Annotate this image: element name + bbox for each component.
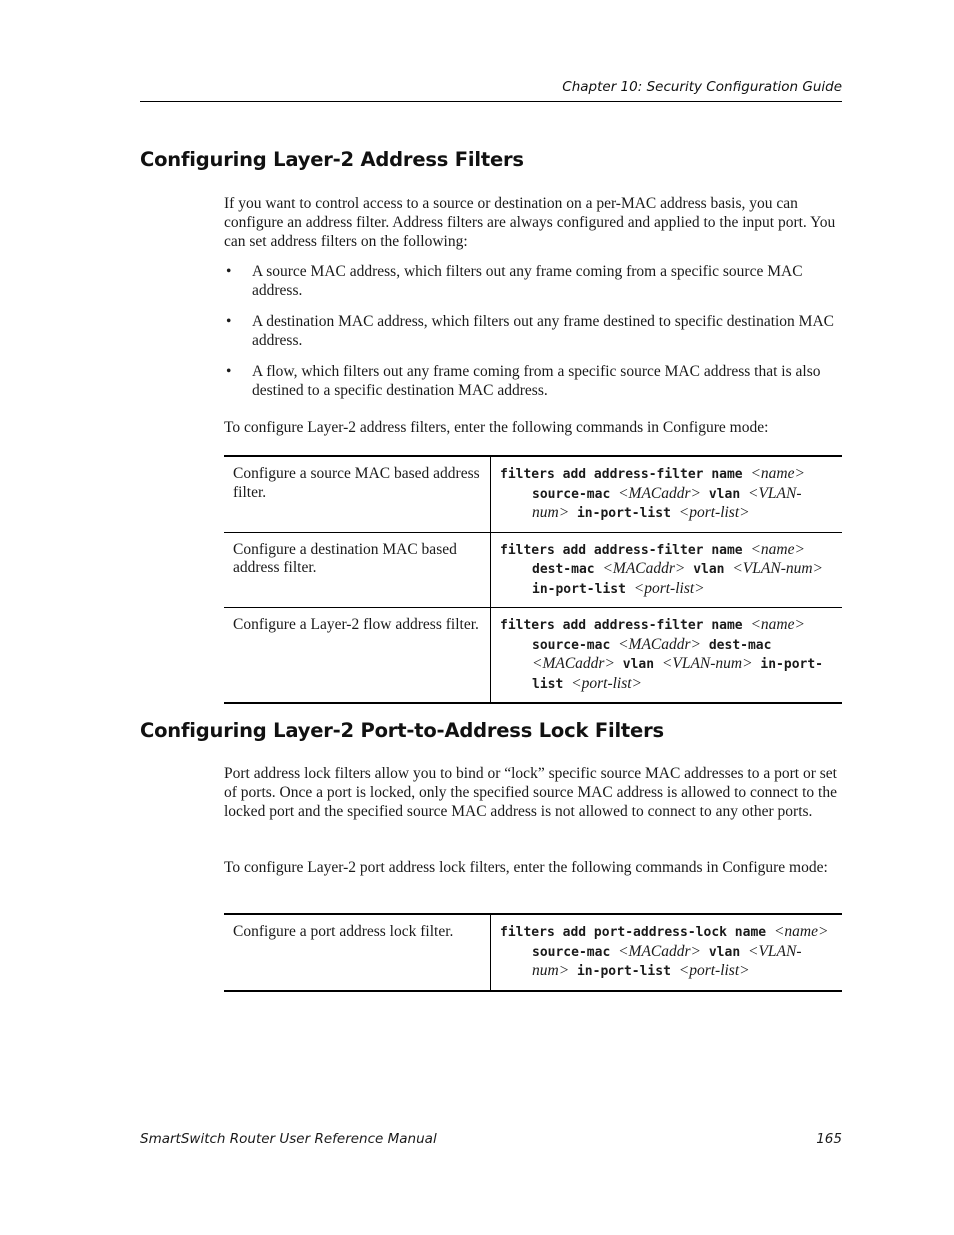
command-keyword: vlan (701, 944, 748, 960)
command-argument: <MACaddr> (618, 942, 702, 960)
command-description: Configure a port address lock filter. (224, 914, 491, 991)
command-keyword: filters add port-address-lock name (500, 925, 774, 940)
command-argument: <port-list> (678, 962, 750, 979)
command-keyword: source-mac (532, 944, 619, 960)
command-argument: <VLAN-num> (661, 655, 753, 672)
command-argument: <VLAN-num> (732, 560, 824, 577)
command-keyword: in-port-list (532, 657, 824, 692)
filter-types-list (224, 262, 842, 412)
list-item: • A source MAC address, which filters out any frame coming from a specific source MAC address. (226, 263, 803, 299)
command-argument: <name> (750, 616, 805, 633)
command-keyword: vlan (614, 657, 662, 672)
lead-paragraph: To configure Layer-2 port address lock filters, enter the following commands in Configure mode: (224, 859, 828, 876)
chapter-title: Chapter 10: Security Configuration Guide (562, 79, 842, 95)
command-keyword: source-mac (532, 637, 619, 653)
table-row (224, 608, 842, 704)
command-syntax (491, 456, 843, 532)
command-keyword: dest-mac (701, 637, 772, 653)
command-keyword: in-port-list (532, 581, 634, 597)
command-argument: <MACaddr> (618, 635, 702, 653)
command-argument: <MACaddr> (618, 484, 702, 502)
command-description: Configure a source MAC based address filter. (224, 456, 491, 532)
command-keyword: filters add address-filter name (500, 542, 751, 558)
command-description: Configure a Layer-2 flow address filter. (224, 608, 491, 704)
list-item: • A destination MAC address, which filters out any frame destined to specific destination MAC address. (226, 313, 834, 349)
command-keyword: vlan (701, 486, 748, 502)
command-argument: <port-list> (633, 579, 705, 597)
command-argument: <MACaddr> (602, 560, 686, 577)
lead-paragraph: To configure Layer-2 address filters, enter the following commands in Configure mode: (224, 419, 769, 436)
command-keyword: vlan (685, 562, 733, 577)
intro-paragraph: If you want to control access to a source or destination on a per-MAC address basis, you can configure an address filter. Address filters are always configured and applied to the input port. You can set address filters on the following: (224, 195, 836, 250)
command-argument: <name> (773, 923, 829, 940)
command-argument: <port-list> (571, 674, 643, 692)
section-heading-address-filters: Configuring Layer-2 Address Filters (140, 148, 524, 171)
bullet-icon: • (226, 363, 232, 380)
port-lock-command-table (224, 913, 842, 992)
address-filter-command-table (224, 455, 842, 704)
command-syntax (491, 608, 843, 704)
command-argument: <name> (750, 465, 805, 482)
table-row (224, 914, 842, 991)
command-argument: <port-list> (678, 504, 750, 521)
command-description: Configure a destination MAC based address filter. (224, 532, 491, 608)
command-keyword: in-port-list (569, 964, 679, 979)
page-footer (140, 1131, 842, 1147)
bullet-icon: • (226, 313, 232, 330)
command-argument: <VLAN-num> (532, 484, 802, 521)
section-heading-port-lock-filters: Configuring Layer-2 Port-to-Address Lock Filters (140, 719, 664, 742)
command-syntax (491, 914, 843, 991)
table-row (224, 532, 842, 608)
command-keyword: filters add address-filter name (500, 467, 751, 482)
bullet-icon: • (226, 263, 232, 280)
command-keyword: dest-mac (532, 562, 603, 577)
running-header (140, 79, 842, 102)
list-item: • A flow, which filters out any frame coming from a specific source MAC address that is also destined to a specific destination MAC address. (226, 363, 821, 399)
command-keyword: in-port-list (569, 506, 679, 521)
command-argument: <VLAN-num> (532, 942, 802, 979)
manual-title: SmartSwitch Router User Reference Manual (140, 1131, 437, 1147)
command-syntax (491, 532, 843, 608)
page-number: 165 (816, 1131, 842, 1147)
command-keyword: filters add address-filter name (500, 618, 751, 633)
command-argument: <MACaddr> (532, 655, 615, 672)
command-keyword: source-mac (532, 486, 619, 502)
intro-paragraph: Port address lock filters allow you to bind or “lock” specific source MAC addresses to a port or set of ports. Once a port is locked, only the specified source MAC address is allowed to connect to the locked port and the specified source MAC address is not allowed to connect to any other ports. (224, 765, 837, 820)
command-argument: <name> (750, 540, 805, 558)
table-row (224, 456, 842, 532)
